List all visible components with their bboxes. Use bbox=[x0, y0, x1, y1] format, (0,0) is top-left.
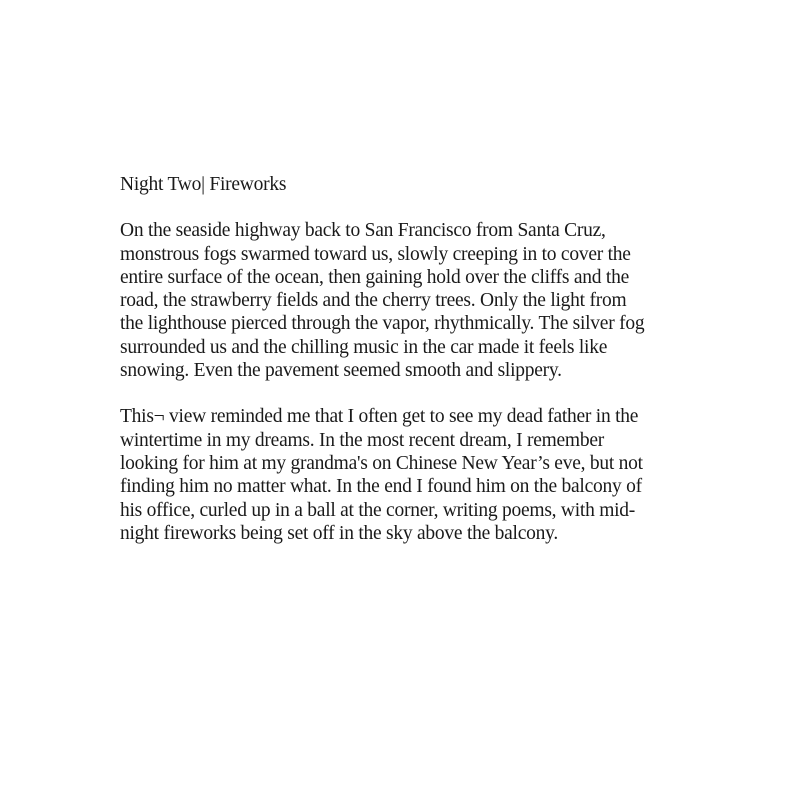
text-line: night fireworks being set off in the sky above the balcony. bbox=[120, 522, 558, 544]
text-line: On the seaside highway back to San Francisco from Santa Cruz, bbox=[120, 220, 606, 242]
paragraph-dream bbox=[120, 405, 720, 545]
text-line: snowing. Even the pavement seemed smooth and slippery. bbox=[120, 360, 562, 382]
text-line: the lighthouse pierced through the vapor, rhythmically. The silver fog bbox=[120, 313, 645, 335]
text-line: looking for him at my grandma's on Chinese New Year’s eve, but not bbox=[120, 452, 643, 474]
document-title: Night Two| Fireworks bbox=[120, 174, 287, 195]
document-body bbox=[120, 173, 720, 545]
paragraph-fog bbox=[120, 219, 720, 382]
text-line: his office, curled up in a ball at the corner, writing poems, with mid- bbox=[120, 499, 636, 521]
text-line: wintertime in my dreams. In the most recent dream, I remember bbox=[120, 429, 604, 451]
text-line: finding him no matter what. In the end I found him on the balcony of bbox=[120, 476, 642, 498]
text-line: monstrous fogs swarmed toward us, slowly creeping in to cover the bbox=[120, 243, 631, 265]
text-line: entire surface of the ocean, then gaining hold over the cliffs and the bbox=[120, 266, 629, 288]
text-line: This¬ view reminded me that I often get to see my dead father in the bbox=[120, 406, 639, 428]
text-line: road, the strawberry fields and the cherry trees. Only the light from bbox=[120, 290, 627, 312]
text-line: surrounded us and the chilling music in the car made it feels like bbox=[120, 336, 608, 358]
